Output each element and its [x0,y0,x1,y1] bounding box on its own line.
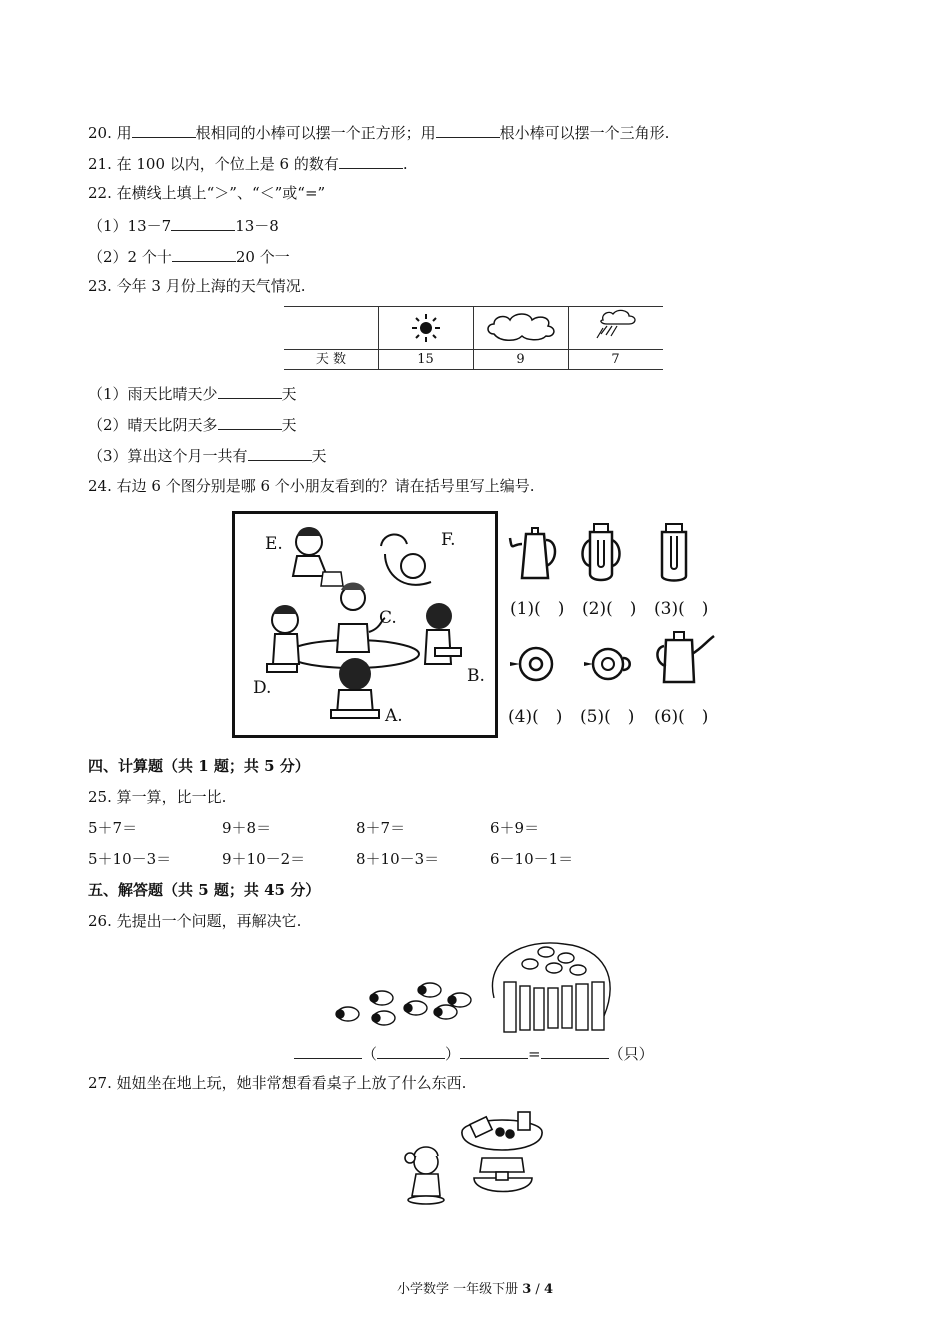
calc-r1-c1: 5＋7＝ [88,819,138,837]
question-22-part2 [88,245,290,267]
q23-p2-blank[interactable] [218,413,282,430]
q23-p2-unit: 天 [281,416,297,434]
label-c: C. [379,608,397,628]
q22-p1-blank[interactable] [171,214,235,231]
q22-p2-left: （2）2 个十 [88,248,172,266]
children-teapot-picture [232,511,498,738]
teapot-view-6-icon [652,626,716,690]
question-20 [88,121,669,143]
weather-table [284,306,663,370]
q22-p1-right: 13－8 [235,217,279,235]
cloud-icon [486,312,558,342]
q26-equals: = [528,1045,541,1063]
footer-total-pages: 4 [543,1282,553,1297]
question-26-equation [294,1042,654,1064]
cloudy-days: 9 [516,352,525,367]
q22-p2-right: 20 个一 [235,248,290,266]
question-24-title: 24. 右边 6 个图分别是哪 6 个小朋友看到的？请在括号里写上编号. [88,477,535,495]
footer-label: 小学数学 一年级下册 [396,1282,523,1297]
question-27-title: 27. 妞妞坐在地上玩，她非常想看看桌子上放了什么东西. [88,1074,467,1092]
q26-blank-4[interactable] [541,1042,609,1059]
calc-r2-c2: 9＋10－2＝ [222,850,306,868]
calc-r2-c4: 6－10－1＝ [490,850,574,868]
q23-p1-text: （1）雨天比晴天少 [88,385,218,403]
sheep-fence-illustration [334,938,624,1038]
answer-slot-5[interactable]: (5)( ) [580,707,635,727]
answer-slot-1[interactable]: (1)( ) [510,599,565,619]
label-a: A. [385,706,403,726]
q21-text-b: . [402,155,408,173]
teapot-view-1-icon [508,522,564,586]
question-22-title: 22. 在横线上填上“＞”、“＜”或“=” [88,184,326,202]
footer-page-number: 3 [522,1282,532,1297]
q22-p2-blank[interactable] [172,245,236,262]
calc-r1-c3: 8＋7＝ [356,819,406,837]
label-b: B. [467,666,485,686]
q23-p1-blank[interactable] [218,382,282,399]
q21-text-a: 21. 在 100 以内，个位上是 6 的数有 [88,155,339,173]
question-23-title: 23. 今年 3 月份上海的天气情况. [88,277,306,295]
label-e: E. [265,534,283,554]
question-23-part2 [88,413,297,435]
question-23-part1 [88,382,297,404]
girl-table-illustration [400,1106,550,1206]
answer-slot-2[interactable]: (2)( ) [582,599,637,619]
page-footer [0,1278,950,1297]
sunny-days: 15 [417,352,434,367]
q20-text-b: 根相同的小棒可以摆一个正方形；用 [195,124,436,142]
q23-p1-unit: 天 [281,385,297,403]
q20-text-c: 根小棒可以摆一个三角形. [499,124,670,142]
footer-separator: / [531,1282,544,1297]
sun-icon [409,312,443,344]
question-23-part3 [88,444,327,466]
q26-unit: （只） [608,1045,654,1063]
q21-blank[interactable] [339,152,403,169]
question-22-part1 [88,214,279,236]
calc-r1-c4: 6＋9＝ [490,819,540,837]
teapot-view-3-icon [654,520,694,586]
q26-blank-2[interactable] [377,1042,445,1059]
teapot-view-2-icon [578,520,624,586]
calc-r2-c3: 8＋10－3＝ [356,850,440,868]
answer-slot-6[interactable]: (6)( ) [654,707,709,727]
q26-paren-open: （ [362,1045,378,1063]
rainy-days: 7 [611,352,620,367]
q26-blank-3[interactable] [460,1042,528,1059]
answer-slot-3[interactable]: (3)( ) [654,599,709,619]
q26-paren-close: ） [445,1045,461,1063]
teapot-view-5-icon [580,644,636,684]
rain-icon [589,308,639,344]
section-5-heading: 五、解答题（共 5 题；共 45 分） [88,881,321,899]
q26-blank-1[interactable] [294,1042,362,1059]
question-21 [88,152,408,174]
q23-p3-unit: 天 [311,447,327,465]
q23-p2-text: （2）晴天比阴天多 [88,416,218,434]
label-f: F. [441,530,456,550]
q20-text-a: 20. 用 [88,124,132,142]
q20-blank-2[interactable] [436,121,500,138]
question-26-title: 26. 先提出一个问题，再解决它. [88,912,302,930]
label-d: D. [253,678,272,698]
calc-r1-c2: 9＋8＝ [222,819,272,837]
q23-p3-blank[interactable] [248,444,312,461]
q22-p1-left: （1）13－7 [88,217,172,235]
q20-blank-1[interactable] [132,121,196,138]
question-25-title: 25. 算一算，比一比. [88,788,227,806]
section-4-heading: 四、计算题（共 1 题；共 5 分） [88,757,310,775]
weather-row-label: 天 数 [315,352,347,367]
calc-r2-c1: 5＋10－3＝ [88,850,172,868]
teapot-view-4-icon [508,644,564,684]
q23-p3-text: （3）算出这个月一共有 [88,447,248,465]
answer-slot-4[interactable]: (4)( ) [508,707,563,727]
